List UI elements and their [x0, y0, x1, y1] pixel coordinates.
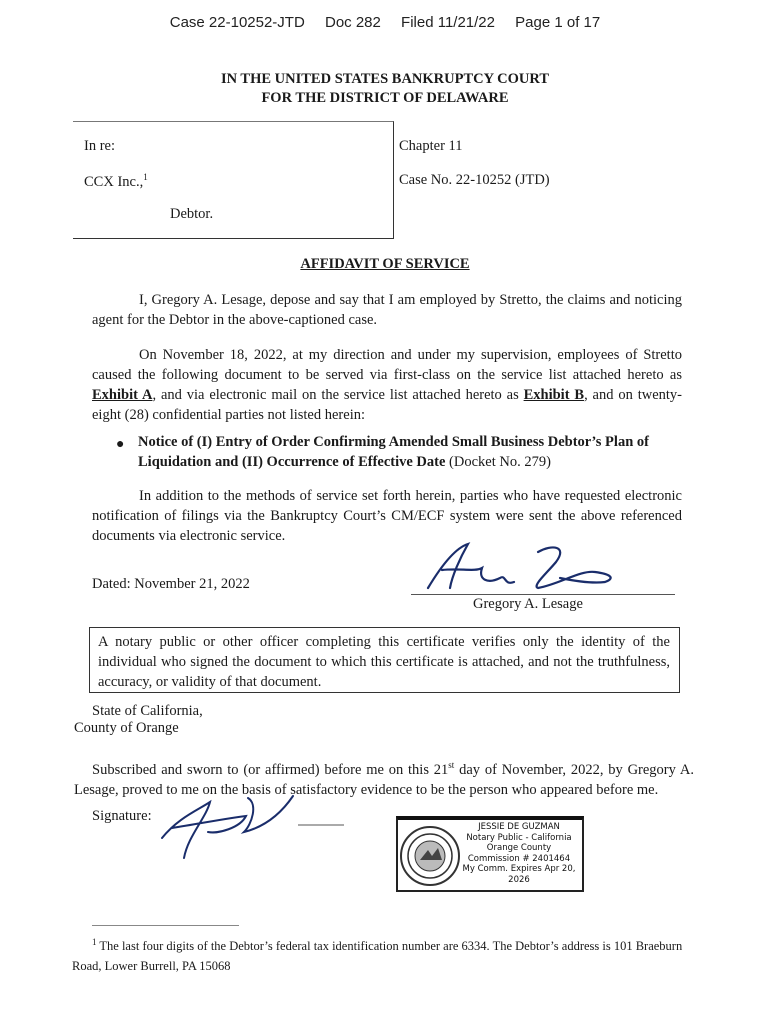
page-indicator: Page 1 of 17	[515, 14, 601, 31]
chapter-label: Chapter 11	[399, 138, 463, 154]
stamp-expiration: My Comm. Expires Apr 20, 2026	[462, 864, 576, 885]
affiant-signature	[420, 538, 630, 598]
stamp-commission: Commission # 2401464	[467, 853, 571, 864]
court-line-2: FOR THE DISTRICT OF DELAWARE	[261, 90, 509, 106]
notary-signature	[148, 788, 348, 866]
debtor-name	[84, 172, 148, 191]
debtor-label: Debtor.	[170, 206, 214, 222]
paragraph-ecf: In addition to the methods of service set forth herein, parties who have requested electronic notification of filings via the Bankruptcy Court’s CM/ECF system were sent the above referenced documents via electronic service.	[92, 488, 682, 544]
service-text-3: , and on twenty-eight (28) confidential parties not listed herein:	[92, 387, 682, 423]
in-re-label: In re:	[84, 138, 115, 154]
served-document	[138, 432, 683, 472]
document-title: AFFIDAVIT OF SERVICE	[300, 256, 470, 272]
footnote-rule	[92, 925, 239, 926]
case-header	[0, 14, 770, 31]
footnote	[72, 932, 702, 976]
service-text-1: On November 18, 2022, at my direction and under my supervision, employees of Stretto caused the following document to be served via first-class on the service list attached hereto as	[92, 347, 682, 383]
state-seal-icon	[400, 826, 460, 886]
case-number: Case 22-10252-JTD	[169, 14, 305, 31]
venue-county: County of Orange	[74, 720, 179, 736]
bullet-marker: ●	[116, 437, 125, 452]
stamp-notary-title: Notary Public - California	[466, 832, 572, 843]
paragraph-service	[92, 345, 682, 425]
stamp-text	[460, 822, 578, 885]
served-document-title: Notice of (I) Entry of Order Confirming Amended Small Business Debtor’s Plan of Liquidation and (II) Occurrence of Effective Date	[138, 434, 649, 470]
paragraph-employment: I, Gregory A. Lesage, depose and say that I am employed by Stretto, the claims and noticing agent for the Debtor in the above-captioned case.	[92, 292, 682, 328]
exhibit-b-ref: Exhibit B	[523, 387, 585, 403]
jurat-text-1: Subscribed and sworn to (or affirmed) before me on this 21	[92, 761, 449, 778]
exhibit-a-ref: Exhibit A	[92, 387, 153, 403]
signature-line	[411, 594, 675, 595]
dated-line: Dated: November 21, 2022	[92, 576, 250, 592]
jurat-ordinal: st	[448, 760, 455, 770]
service-text-2: , and via electronic mail on the service list attached hereto as	[152, 387, 524, 403]
doc-number: Doc 282	[324, 14, 381, 31]
stamp-notary-name: JESSIE DE GUZMAN	[478, 822, 560, 832]
notary-notice-text: A notary public or other officer completing this certificate verifies only the identity of the individual who signed the document to which this certificate is attached, and not the truthfulness, accuracy, or validity of that document.	[98, 634, 670, 690]
court-line-1: IN THE UNITED STATES BANKRUPTCY COURT	[220, 71, 550, 87]
footnote-mark: 1	[92, 937, 97, 947]
case-number-label: Case No. 22-10252 (JTD)	[399, 172, 550, 188]
filed-date: Filed 11/21/22	[401, 14, 495, 31]
venue-state: State of California,	[92, 703, 203, 719]
signature-label: Signature:	[92, 808, 152, 824]
court-name	[0, 70, 770, 108]
stamp-county: Orange County	[486, 843, 552, 853]
signer-name: Gregory A. Lesage	[473, 596, 583, 612]
served-document-docket: (Docket No. 279)	[445, 454, 551, 470]
debtor-name-text: CCX Inc.,	[84, 173, 144, 190]
jurat-text-2: day of November, 2022, by Gregory A. Lesage, proved to me on the basis of satisfactory evidence to be the person who appeared before me.	[74, 761, 694, 798]
footnote-text: The last four digits of the Debtor’s federal tax identification number are 6334. The Debtor’s address is 101 Braeburn Road, Lower Burrell, PA 15068	[72, 939, 683, 974]
footnote-ref: 1	[143, 172, 148, 182]
